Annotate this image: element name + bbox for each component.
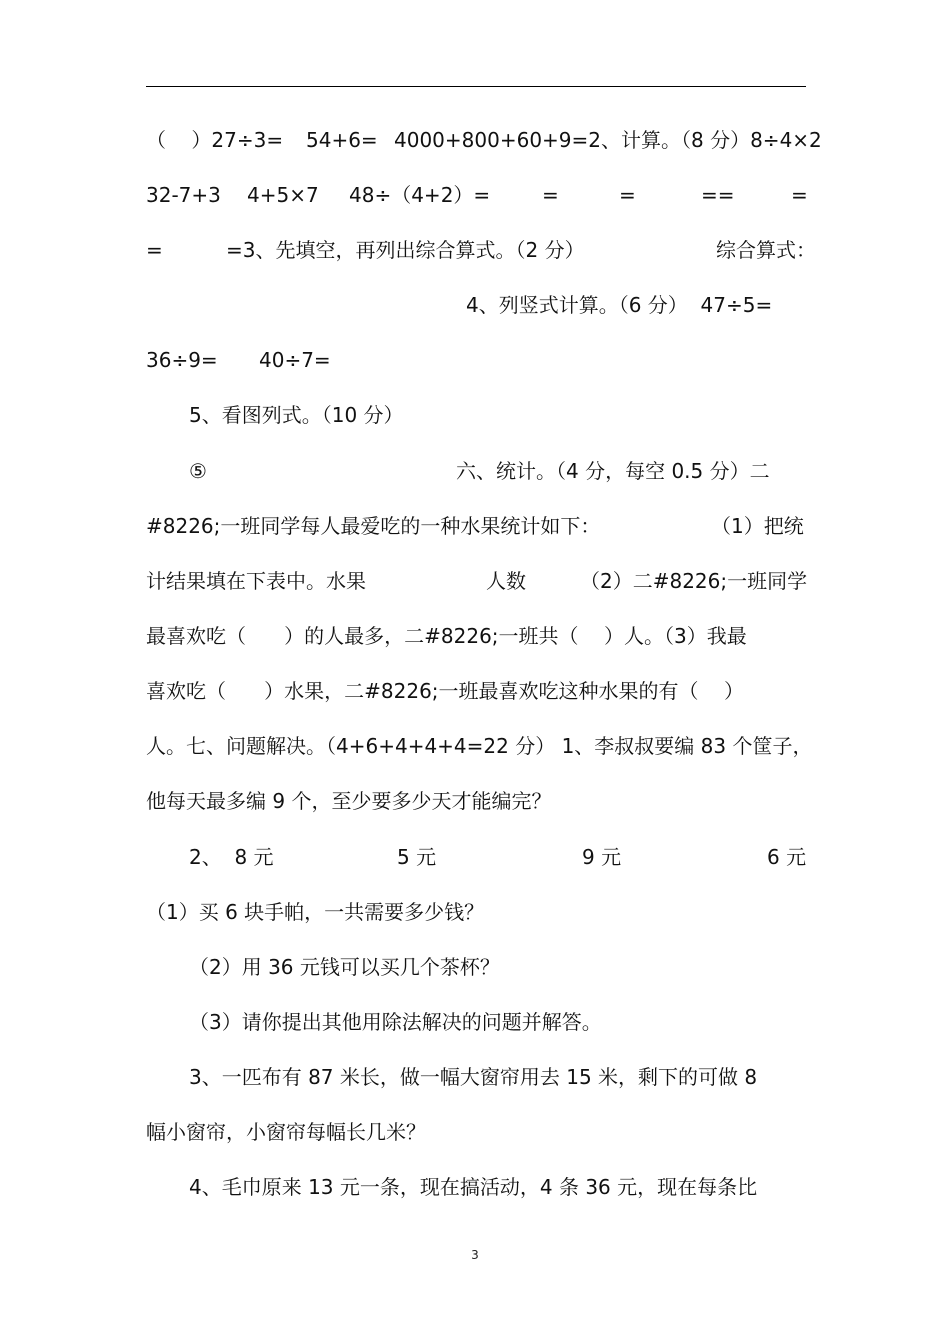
line-2-text: 32-7+3 <box>146 183 221 207</box>
line-2-text: = <box>542 183 559 207</box>
line-14-text: 9 元 <box>582 845 622 869</box>
line-16-text: （2）用 36 元钱可以买几个茶杯？ <box>189 955 500 979</box>
line-19-text: 幅小窗帘，小窗帘每幅长几米？ <box>146 1120 426 1144</box>
line-11-text: 喜欢吃（ ）水果，二#8226;一班最喜欢吃这种水果的有（ ） <box>146 679 744 703</box>
line-10-text: 最喜欢吃（ ）的人最多，二#8226;一班共（ ）人。（3）我最 <box>146 624 747 648</box>
line-7-text: 六、统计。（4 分，每空 0.5 分）二 <box>456 459 770 483</box>
line-9-text: 人数 <box>486 569 526 593</box>
line-18-text: 3、一匹布有 87 米长，做一幅大窗帘用去 15 米，剩下的可做 8 <box>189 1065 758 1089</box>
line-8-text: （1）把统 <box>711 514 804 538</box>
line-3-text: = <box>146 238 163 262</box>
line-12-text: 人。七、问题解决。（4+6+4+4+4=22 分） 1、李叔叔要编 83 个筐子， <box>146 734 813 758</box>
line-1-text: 4000+800+60+9=2、计算。（8 分）8÷4×2 <box>394 128 822 152</box>
line-13-text: 他每天最多编 9 个，至少要多少天才能编完？ <box>146 789 552 813</box>
line-6-text: 5、看图列式。（10 分） <box>189 403 404 427</box>
line-3-text: =3、先填空，再列出综合算式。（2 分） <box>226 238 585 262</box>
line-2-text: 48÷（4+2）= <box>349 183 491 207</box>
line-15-text: （1）买 6 块手帕，一共需要多少钱？ <box>146 900 485 924</box>
line-8-text: #8226;一班同学每人最爱吃的一种水果统计如下： <box>146 514 601 538</box>
line-14-text: 6 元 <box>767 845 807 869</box>
page-number: 3 <box>471 1248 479 1262</box>
line-2-text: == <box>701 183 735 207</box>
line-9-text: 计结果填在下表中。水果 <box>146 569 366 593</box>
line-1-text: 54+6= <box>306 128 378 152</box>
line-4-text: 4、列竖式计算。（6 分） 47÷5= <box>466 293 773 317</box>
line-3-text: 综合算式： <box>716 238 816 262</box>
line-20-text: 4、毛巾原来 13 元一条，现在搞活动，4 条 36 元，现在每条比 <box>189 1175 758 1199</box>
line-2-text: = <box>791 183 808 207</box>
line-1-text: （ ）27÷3= <box>146 128 284 152</box>
header-rule <box>146 86 806 87</box>
line-5-text: 40÷7= <box>259 348 331 372</box>
line-2-text: = <box>619 183 636 207</box>
line-14-text: 2、 8 元 <box>189 845 274 869</box>
circled-number-5: ⑤ <box>189 459 207 483</box>
line-14-text: 5 元 <box>397 845 437 869</box>
line-2-text: 4+5×7 <box>247 183 319 207</box>
line-5-text: 36÷9= <box>146 348 218 372</box>
line-9-text: （2）二#8226;一班同学 <box>580 569 808 593</box>
line-17-text: （3）请你提出其他用除法解决的问题并解答。 <box>189 1010 602 1034</box>
